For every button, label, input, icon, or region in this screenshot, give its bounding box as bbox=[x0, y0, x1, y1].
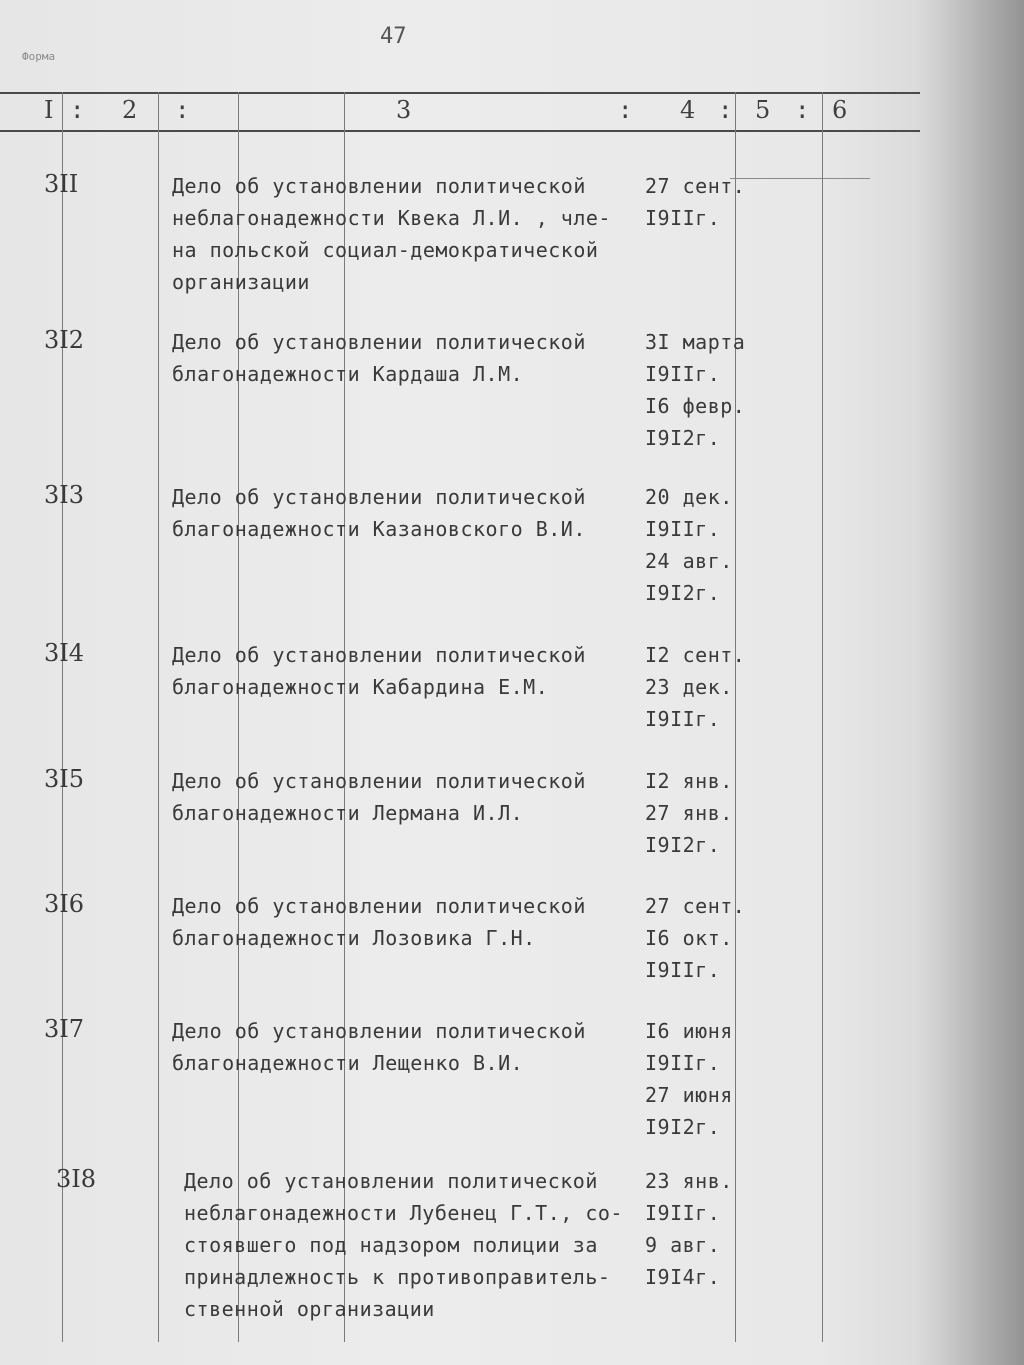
header-col-5: 5 bbox=[755, 96, 771, 124]
description-line: Дело об установлении политической bbox=[172, 894, 586, 918]
header-separator: : bbox=[175, 96, 190, 124]
description-line: благонадежности Кардаша Л.М. bbox=[172, 362, 524, 386]
column-line-6 bbox=[822, 92, 823, 1342]
entry-number: 3I7 bbox=[44, 1015, 85, 1043]
entry-dates bbox=[645, 1015, 733, 1143]
date-line: I6 июня bbox=[645, 1019, 733, 1043]
date-line: I9IIг. bbox=[645, 1201, 721, 1225]
description-line: ственной организации bbox=[184, 1297, 435, 1321]
entry-number: 3I8 bbox=[56, 1165, 97, 1193]
date-line: I6 окт. bbox=[645, 926, 733, 950]
subheader-rule bbox=[730, 178, 870, 179]
date-line: I9I4г. bbox=[645, 1265, 721, 1289]
description-line: Дело об установлении политической bbox=[172, 485, 586, 509]
date-line: I9I2г. bbox=[645, 1115, 721, 1139]
entry-description bbox=[172, 481, 586, 545]
description-line: Дело об установлении политической bbox=[172, 643, 586, 667]
date-line: I9I2г. bbox=[645, 581, 721, 605]
date-line: 24 авг. bbox=[645, 549, 733, 573]
date-line: 27 сент. bbox=[645, 174, 746, 198]
date-line: I9I2г. bbox=[645, 426, 721, 450]
entry-number: 3I5 bbox=[44, 765, 85, 793]
header-col-2: 2 bbox=[122, 96, 138, 124]
header-col-3: 3 bbox=[396, 96, 412, 124]
description-line: стоявшего под надзором полиции за bbox=[184, 1233, 598, 1257]
entry-description bbox=[172, 1015, 586, 1079]
description-line: принадлежность к противоправитель- bbox=[184, 1265, 611, 1289]
entry-number: 3I4 bbox=[44, 639, 85, 667]
entry-dates bbox=[645, 890, 745, 986]
description-line: Дело об установлении политической bbox=[172, 1019, 586, 1043]
date-line: 20 дек. bbox=[645, 485, 733, 509]
date-line: 3I марта bbox=[645, 330, 746, 354]
description-line: благонадежности Лермана И.Л. bbox=[172, 801, 524, 825]
description-line: благонадежности Казановского В.И. bbox=[172, 517, 586, 541]
description-line: благонадежности Лозовика Г.Н. bbox=[172, 926, 536, 950]
date-line: 27 сент. bbox=[645, 894, 746, 918]
description-line: на польской социал-демократической bbox=[172, 238, 599, 262]
header-separator: : bbox=[618, 96, 633, 124]
date-line: 23 янв. bbox=[645, 1169, 733, 1193]
header-col-1: I bbox=[44, 96, 54, 124]
entry-number: 3I3 bbox=[44, 481, 85, 509]
entry-description bbox=[172, 639, 586, 703]
entry-number: 3II bbox=[44, 170, 79, 198]
date-line: I9IIг. bbox=[645, 707, 721, 731]
description-line: неблагонадежности Лубенец Г.Т., со- bbox=[184, 1201, 623, 1225]
entry-number: 3I2 bbox=[44, 326, 85, 354]
header-separator: : bbox=[70, 96, 85, 124]
entry-description bbox=[172, 170, 611, 298]
date-line: I9IIг. bbox=[645, 1051, 721, 1075]
date-line: I2 янв. bbox=[645, 769, 733, 793]
description-line: Дело об установлении политической bbox=[172, 330, 586, 354]
entry-number: 3I6 bbox=[44, 890, 85, 918]
entry-description bbox=[172, 765, 586, 829]
description-line: неблагонадежности Квека Л.И. , чле- bbox=[172, 206, 611, 230]
entry-description bbox=[184, 1165, 623, 1325]
date-line: I2 сент. bbox=[645, 643, 746, 667]
header-col-4: 4 bbox=[680, 96, 696, 124]
entry-description bbox=[172, 890, 586, 954]
date-line: 27 янв. bbox=[645, 801, 733, 825]
description-line: Дело об установлении политической bbox=[172, 769, 586, 793]
entry-description bbox=[172, 326, 586, 390]
date-line: I6 февр. bbox=[645, 394, 746, 418]
date-line: I9IIг. bbox=[645, 206, 721, 230]
entry-dates bbox=[645, 481, 733, 609]
date-line: I9I2г. bbox=[645, 833, 721, 857]
header-bottom-rule bbox=[0, 130, 920, 132]
date-line: I9IIг. bbox=[645, 517, 721, 541]
date-line: I9IIг. bbox=[645, 958, 721, 982]
description-line: благонадежности Кабардина Е.М. bbox=[172, 675, 549, 699]
description-line: Дело об установлении политической bbox=[172, 174, 586, 198]
entry-dates bbox=[645, 1165, 733, 1293]
description-line: Дело об установлении политической bbox=[184, 1169, 598, 1193]
date-line: I9IIг. bbox=[645, 362, 721, 386]
entry-dates bbox=[645, 170, 745, 234]
entry-dates bbox=[645, 639, 745, 735]
date-line: 23 дек. bbox=[645, 675, 733, 699]
description-line: благонадежности Лещенко В.И. bbox=[172, 1051, 524, 1075]
column-line-2 bbox=[158, 92, 159, 1342]
column-line-1 bbox=[62, 92, 63, 1342]
date-line: 9 авг. bbox=[645, 1233, 721, 1257]
header-separator: : bbox=[795, 96, 810, 124]
description-line: организации bbox=[172, 270, 310, 294]
date-line: 27 июня bbox=[645, 1083, 733, 1107]
page-number: 47 bbox=[380, 24, 407, 49]
entry-dates bbox=[645, 765, 733, 861]
header-col-6: 6 bbox=[832, 96, 848, 124]
form-mark: Форма bbox=[22, 50, 56, 63]
header-separator: : bbox=[718, 96, 733, 124]
entry-dates bbox=[645, 326, 745, 454]
header-top-rule bbox=[0, 92, 920, 94]
page-edge-shadow bbox=[914, 0, 1024, 1365]
